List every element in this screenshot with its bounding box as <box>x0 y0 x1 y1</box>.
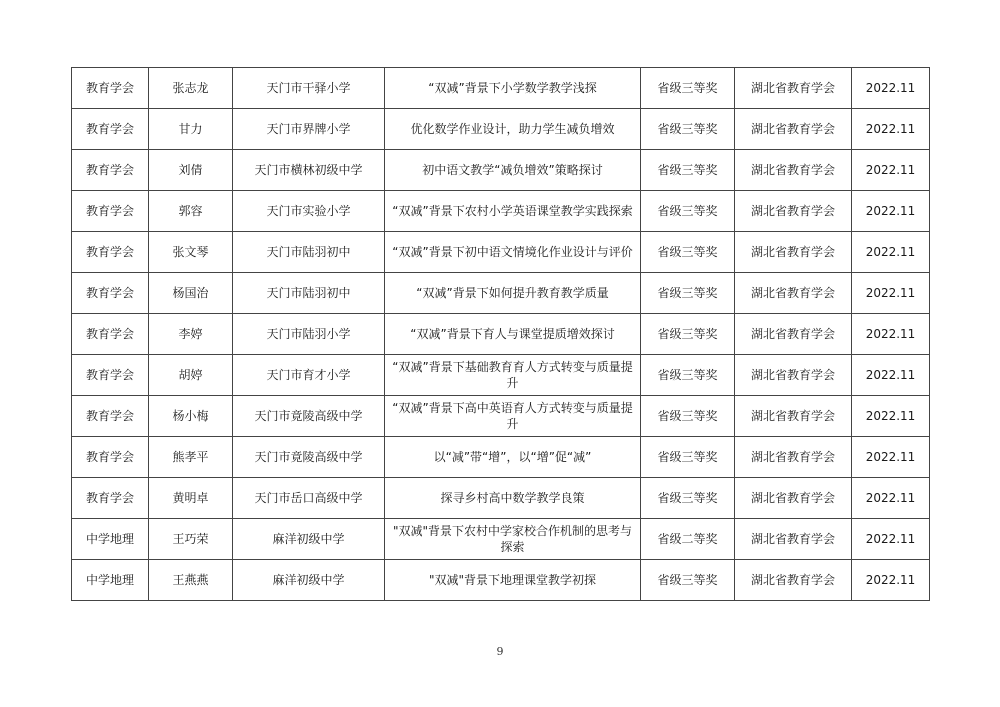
award-cell: 省级三等奖 <box>641 150 735 191</box>
date-cell: 2022.11 <box>852 68 930 109</box>
issuer-cell: 湖北省教育学会 <box>735 519 852 560</box>
award-table-body <box>72 68 930 601</box>
title-cell: “双减”背景下如何提升教育教学质量 <box>385 273 641 314</box>
issuer-cell: 湖北省教育学会 <box>735 273 852 314</box>
name-cell: 张志龙 <box>149 68 233 109</box>
table-row <box>72 396 930 437</box>
title-cell: 初中语文教学“减负增效”策略探讨 <box>385 150 641 191</box>
date-cell: 2022.11 <box>852 314 930 355</box>
table-row <box>72 478 930 519</box>
table-row <box>72 314 930 355</box>
date-cell: 2022.11 <box>852 109 930 150</box>
table-row <box>72 355 930 396</box>
issuer-cell: 湖北省教育学会 <box>735 478 852 519</box>
name-cell: 杨小梅 <box>149 396 233 437</box>
category-cell: 教育学会 <box>72 68 149 109</box>
name-cell: 杨国治 <box>149 273 233 314</box>
category-cell: 教育学会 <box>72 355 149 396</box>
name-cell: 李婷 <box>149 314 233 355</box>
category-cell: 教育学会 <box>72 396 149 437</box>
table-row <box>72 109 930 150</box>
school-cell: 天门市陆羽初中 <box>233 273 385 314</box>
title-cell: 优化数学作业设计，助力学生减负增效 <box>385 109 641 150</box>
title-cell: “双减”背景下育人与课堂提质增效探讨 <box>385 314 641 355</box>
table-row <box>72 437 930 478</box>
title-cell: 探寻乡村高中数学教学良策 <box>385 478 641 519</box>
school-cell: 天门市陆羽小学 <box>233 314 385 355</box>
name-cell: 熊孝平 <box>149 437 233 478</box>
award-cell: 省级三等奖 <box>641 560 735 601</box>
school-cell: 天门市岳口高级中学 <box>233 478 385 519</box>
issuer-cell: 湖北省教育学会 <box>735 314 852 355</box>
table-row <box>72 68 930 109</box>
category-cell: 教育学会 <box>72 150 149 191</box>
name-cell: 胡婷 <box>149 355 233 396</box>
issuer-cell: 湖北省教育学会 <box>735 396 852 437</box>
name-cell: 甘力 <box>149 109 233 150</box>
category-cell: 中学地理 <box>72 519 149 560</box>
award-cell: 省级三等奖 <box>641 478 735 519</box>
award-cell: 省级三等奖 <box>641 232 735 273</box>
school-cell: 天门市干驿小学 <box>233 68 385 109</box>
table-row <box>72 232 930 273</box>
date-cell: 2022.11 <box>852 355 930 396</box>
date-cell: 2022.11 <box>852 232 930 273</box>
school-cell: 天门市界牌小学 <box>233 109 385 150</box>
date-cell: 2022.11 <box>852 560 930 601</box>
award-cell: 省级三等奖 <box>641 396 735 437</box>
title-cell: “双减”背景下基础教育育人方式转变与质量提升 <box>385 355 641 396</box>
school-cell: 天门市实验小学 <box>233 191 385 232</box>
category-cell: 教育学会 <box>72 232 149 273</box>
category-cell: 教育学会 <box>72 478 149 519</box>
name-cell: 刘倩 <box>149 150 233 191</box>
date-cell: 2022.11 <box>852 150 930 191</box>
issuer-cell: 湖北省教育学会 <box>735 150 852 191</box>
school-cell: 天门市竟陵高级中学 <box>233 437 385 478</box>
name-cell: 王巧荣 <box>149 519 233 560</box>
table-row <box>72 273 930 314</box>
school-cell: 麻洋初级中学 <box>233 560 385 601</box>
award-table <box>71 67 930 601</box>
award-cell: 省级二等奖 <box>641 519 735 560</box>
date-cell: 2022.11 <box>852 437 930 478</box>
award-cell: 省级三等奖 <box>641 273 735 314</box>
issuer-cell: 湖北省教育学会 <box>735 355 852 396</box>
date-cell: 2022.11 <box>852 396 930 437</box>
category-cell: 教育学会 <box>72 191 149 232</box>
date-cell: 2022.11 <box>852 478 930 519</box>
title-cell: “双减”背景下小学数学教学浅探 <box>385 68 641 109</box>
issuer-cell: 湖北省教育学会 <box>735 109 852 150</box>
table-row <box>72 519 930 560</box>
title-cell: “双减”背景下初中语文情境化作业设计与评价 <box>385 232 641 273</box>
school-cell: 天门市陆羽初中 <box>233 232 385 273</box>
title-cell: 以“减”带“增”，以“增”促“减” <box>385 437 641 478</box>
table-row <box>72 191 930 232</box>
issuer-cell: 湖北省教育学会 <box>735 191 852 232</box>
award-cell: 省级三等奖 <box>641 68 735 109</box>
award-cell: 省级三等奖 <box>641 355 735 396</box>
category-cell: 教育学会 <box>72 109 149 150</box>
date-cell: 2022.11 <box>852 519 930 560</box>
issuer-cell: 湖北省教育学会 <box>735 68 852 109</box>
category-cell: 教育学会 <box>72 273 149 314</box>
award-cell: 省级三等奖 <box>641 437 735 478</box>
title-cell: “双减”背景下高中英语育人方式转变与质量提升 <box>385 396 641 437</box>
award-cell: 省级三等奖 <box>641 109 735 150</box>
category-cell: 中学地理 <box>72 560 149 601</box>
page-number: 9 <box>496 645 504 658</box>
title-cell: “双减”背景下农村小学英语课堂教学实践探索 <box>385 191 641 232</box>
title-cell: "双减"背景下地理课堂教学初探 <box>385 560 641 601</box>
date-cell: 2022.11 <box>852 273 930 314</box>
name-cell: 黄明卓 <box>149 478 233 519</box>
table-row <box>72 150 930 191</box>
title-cell: "双减"背景下农村中学家校合作机制的思考与探索 <box>385 519 641 560</box>
issuer-cell: 湖北省教育学会 <box>735 437 852 478</box>
issuer-cell: 湖北省教育学会 <box>735 560 852 601</box>
category-cell: 教育学会 <box>72 314 149 355</box>
date-cell: 2022.11 <box>852 191 930 232</box>
award-cell: 省级三等奖 <box>641 191 735 232</box>
category-cell: 教育学会 <box>72 437 149 478</box>
school-cell: 天门市育才小学 <box>233 355 385 396</box>
school-cell: 天门市竟陵高级中学 <box>233 396 385 437</box>
name-cell: 张文琴 <box>149 232 233 273</box>
issuer-cell: 湖北省教育学会 <box>735 232 852 273</box>
table-row <box>72 560 930 601</box>
name-cell: 郭容 <box>149 191 233 232</box>
school-cell: 麻洋初级中学 <box>233 519 385 560</box>
school-cell: 天门市横林初级中学 <box>233 150 385 191</box>
name-cell: 王燕燕 <box>149 560 233 601</box>
award-cell: 省级三等奖 <box>641 314 735 355</box>
